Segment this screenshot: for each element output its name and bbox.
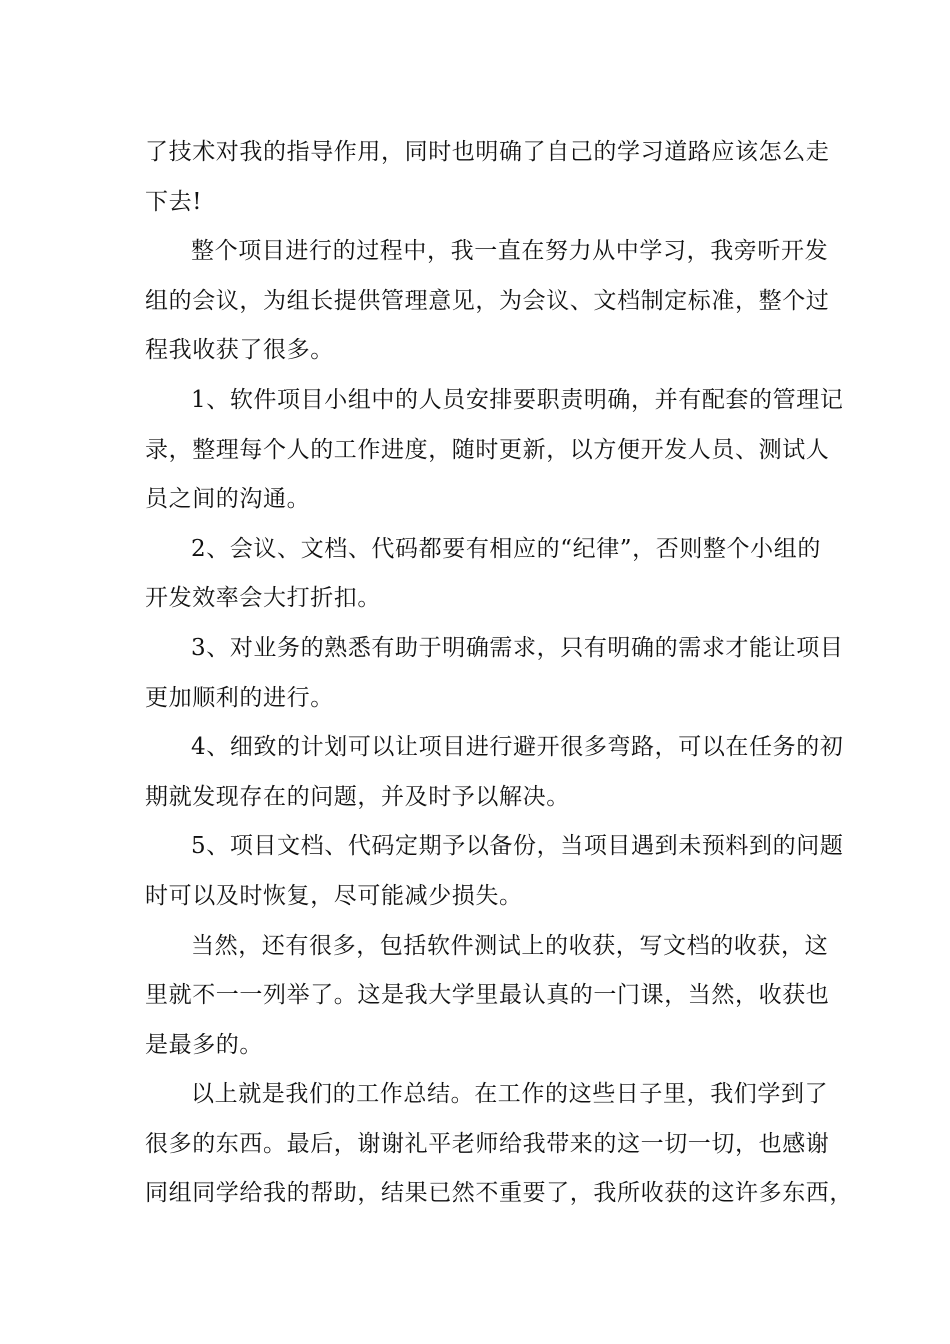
- list-item-2-line: 2、会议、文档、代码都要有相应的“纪律”，否则整个小组的: [191, 535, 821, 562]
- text-line: 员之间的沟通。: [145, 486, 311, 513]
- list-item-4-line: 4、细致的计划可以让项目进行避开很多弯路，可以在任务的初: [191, 734, 844, 761]
- text-line: 下去!: [145, 188, 203, 215]
- text-line: 同组同学给我的帮助，结果已然不重要了，我所收获的这许多东西，: [145, 1180, 853, 1207]
- text-line: 开发效率会大打折扣。: [145, 585, 381, 612]
- text-line: 组的会议，为组长提供管理意见，为会议、文档制定标准，整个过: [145, 287, 830, 314]
- text-line: 时可以及时恢复，尽可能减少损失。: [145, 882, 523, 909]
- paragraph-start-line: 以上就是我们的工作总结。在工作的这些日子里，我们学到了: [191, 1081, 829, 1108]
- text-line: 程我收获了很多。: [145, 337, 334, 364]
- text-line: 了技术对我的指导作用，同时也明确了自己的学习道路应该怎么走: [145, 139, 830, 165]
- text-line: 很多的东西。最后，谢谢礼平老师给我带来的这一切一切，也感谢: [145, 1130, 830, 1157]
- document-body: [145, 128, 853, 1219]
- paragraph-start-line: 整个项目进行的过程中，我一直在努力从中学习，我旁听开发: [191, 238, 829, 265]
- text-line: 是最多的。: [145, 1031, 263, 1058]
- list-item-1-line: 1、软件项目小组中的人员安排要职责明确，并有配套的管理记: [191, 386, 844, 413]
- list-item-5-line: 5、项目文档、代码定期予以备份，当项目遇到未预料到的问题: [191, 833, 844, 860]
- text-line: 更加顺利的进行。: [145, 684, 334, 711]
- text-line: 录，整理每个人的工作进度，随时更新，以方便开发人员、测试人: [145, 436, 830, 463]
- paragraph-start-line: 当然，还有很多，包括软件测试上的收获，写文档的收获，这: [191, 932, 829, 959]
- text-line: 里就不一一列举了。这是我大学里最认真的一门课，当然，收获也: [145, 982, 830, 1009]
- text-line: 期就发现存在的问题，并及时予以解决。: [145, 783, 570, 810]
- list-item-3-line: 3、对业务的熟悉有助于明确需求，只有明确的需求才能让项目: [191, 634, 844, 661]
